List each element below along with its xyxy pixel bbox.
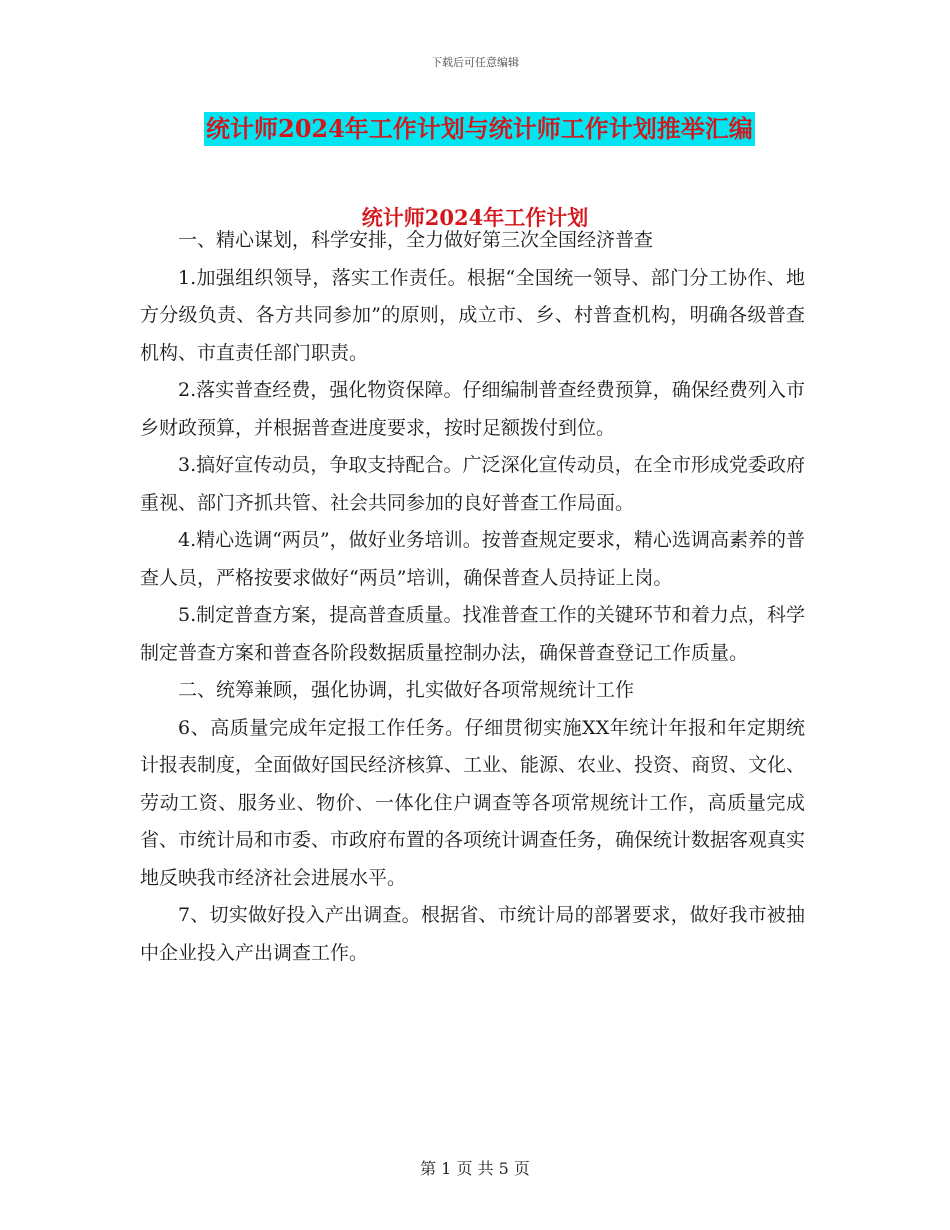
paragraph-7: 7、切实做好投入产出调查。根据省、市统计局的部署要求，做好我市被抽中企业投入产出调查工作。 — [140, 904, 805, 964]
paragraph-5: 5.制定普查方案，提高普查质量。找准普查工作的关键环节和着力点，科学制定普查方案和普查各阶段数据质量控制办法，确保普查登记工作质量。 — [140, 604, 805, 664]
document-title: 统计师2024年工作计划与统计师工作计划推举汇编 — [204, 112, 755, 146]
section-title: 统计师2024年工作计划 — [361, 205, 589, 230]
document-body — [140, 222, 805, 972]
paragraph-heading-1: 一、精心谋划，科学安排，全力做好第三次全国经济普查 — [178, 229, 654, 251]
paragraph-6: 6、高质量完成年定报工作任务。仔细贯彻实施XX年统计年报和年定期统计报表制度，全面做好国民经济核算、工业、能源、农业、投资、商贸、文化、劳动工资、服务业、物价、一体化住户调查等各项常规统计工作，高质量完成省、市统计局和市委、市政府布置的各项统计调查任务，确保统计数据客观真实地反映我市经济社会进展水平。 — [140, 716, 806, 889]
page-number: 第 1 页 共 5 页 — [420, 1159, 530, 1178]
paragraph-2: 2.落实普查经费，强化物资保障。仔细编制普查经费预算，确保经费列入市乡财政预算，并根据普查进度要求，按时足额拨付到位。 — [140, 379, 805, 439]
paragraph-1: 1.加强组织领导，落实工作责任。根据“全国统一领导、部门分工协作、地方分级负责、各方共同参加”的原则，成立市、乡、村普查机构，明确各级普查机构、市直责任部门职责。 — [140, 266, 805, 364]
paragraph-4: 4.精心选调“两员”，做好业务培训。按普查规定要求，精心选调高素养的普查人员，严格按要求做好“两员”培训，确保普查人员持证上岗。 — [140, 529, 805, 589]
page-header-note: 下载后可任意编辑 — [431, 56, 519, 69]
paragraph-3: 3.搞好宣传动员，争取支持配合。广泛深化宣传动员，在全市形成党委政府重视、部门齐抓共管、社会共同参加的良好普查工作局面。 — [140, 454, 805, 514]
paragraph-heading-2: 二、统筹兼顾，强化协调，扎实做好各项常规统计工作 — [178, 679, 635, 701]
